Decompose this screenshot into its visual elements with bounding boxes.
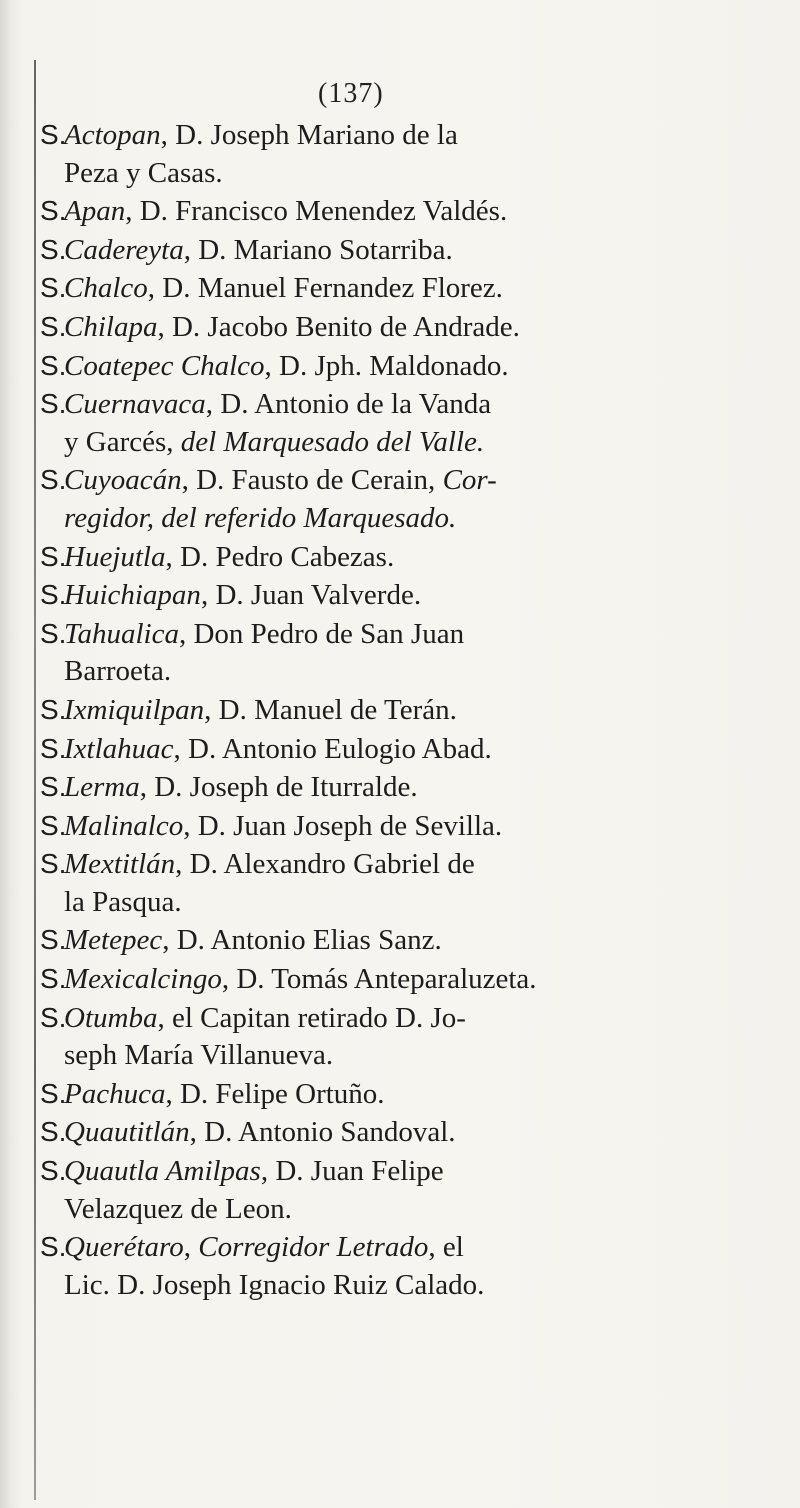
entry-place: Huichiapan (64, 579, 201, 612)
entry-text: , D. Jph. Maldonado. (264, 349, 509, 382)
list-item (40, 921, 770, 960)
entry-place: Mextitlán (64, 848, 176, 881)
list-item (40, 730, 770, 769)
entry-text: , D. Antonio Elias Sanz. (162, 924, 442, 957)
list-item (40, 845, 770, 921)
list-item (40, 538, 770, 577)
entry-continuation: seph María Villanueva. (64, 1039, 334, 1072)
entry-text: , D. Joseph Mariano de la (160, 119, 458, 151)
entry-place: Lerma (64, 771, 140, 804)
list-item (40, 691, 770, 730)
binding-edge (34, 60, 36, 1500)
entry-office: Cor- (442, 464, 497, 497)
list-item (40, 308, 770, 347)
entry-place: Tahualica (64, 617, 179, 650)
entry-text: , D. Antonio de la Vanda (205, 388, 492, 421)
page-number: (137) (318, 78, 384, 109)
list-item (40, 1228, 770, 1304)
entry-text: , D. Jacobo Benito de Andrade. (157, 310, 520, 343)
list-item (40, 615, 770, 691)
entry-abbrev: S. (40, 1231, 67, 1263)
list-item (40, 461, 770, 537)
list-item (40, 960, 770, 999)
entry-continuation: Lic. D. Joseph Ignacio Ruiz Calado. (64, 1268, 485, 1301)
entry-abbrev: S. (40, 272, 67, 304)
entry-abbrev: S. (40, 195, 67, 227)
entry-text: , Don Pedro de San Juan (178, 617, 465, 650)
list-item (40, 807, 770, 846)
entry-place: Otumba (64, 1001, 158, 1034)
entry-text: , D. Juan Felipe (260, 1155, 444, 1188)
entry-text: , D. Antonio Sandoval. (189, 1116, 456, 1149)
list-item (40, 1075, 770, 1114)
entry-place: Cadereyta (64, 233, 184, 266)
entry-place: Cuernavaca (64, 388, 206, 421)
entry-place: Ixtlahuac (64, 732, 174, 765)
entry-list (40, 116, 770, 1304)
entry-text: , D. Manuel Fernandez Florez. (147, 272, 503, 305)
entry-text: , D. Juan Joseph de Sevilla. (183, 809, 503, 842)
entry-abbrev: S. (40, 1001, 67, 1033)
entry-text: , D. Joseph de Iturralde. (139, 771, 418, 804)
entry-text: , D. Francisco Menendez Valdés. (125, 195, 508, 228)
entry-place: Querétaro (64, 1231, 184, 1264)
entry-text: , D. Manuel de Terán. (204, 693, 457, 726)
list-item (40, 347, 770, 386)
entry-place: Ixmiquilpan (64, 693, 205, 726)
entry-abbrev: S. (40, 579, 67, 611)
entry-text: , D. Alexandro Gabriel de (175, 848, 475, 881)
entry-continuation: Barroeta. (64, 655, 172, 688)
entry-abbrev: S. (40, 1155, 67, 1187)
entry-abbrev: S. (40, 732, 67, 764)
entry-abbrev: S. (40, 771, 67, 803)
entry-continuation-text: y Garcés, (64, 425, 181, 458)
entry-text: , D. Juan Valverde. (200, 579, 422, 612)
entry-text: , D. Mariano Sotarriba. (183, 233, 453, 266)
list-item (40, 1113, 770, 1152)
list-item (40, 231, 770, 270)
entry-text: , el Capitan retirado D. Jo- (157, 1001, 466, 1034)
entry-continuation: Velazquez de Leon. (64, 1192, 292, 1225)
entry-place: Actopan (64, 119, 161, 151)
entry-abbrev: S. (40, 963, 67, 995)
entry-abbrev: S. (40, 848, 67, 880)
entry-place: Huejutla (64, 540, 166, 573)
entry-continuation: Peza y Casas. (64, 156, 223, 189)
entry-text: , D. Antonio Eulogio Abad. (173, 732, 492, 765)
list-item (40, 999, 770, 1075)
entry-abbrev: S. (40, 233, 67, 265)
list-item (40, 576, 770, 615)
entry-abbrev: S. (40, 349, 67, 381)
list-item (40, 116, 770, 192)
entry-place: Apan (64, 195, 126, 228)
entry-abbrev: S. (40, 1116, 67, 1148)
entry-place: Pachuca (64, 1077, 166, 1110)
entry-abbrev: S. (40, 388, 67, 420)
entry-continuation (40, 424, 770, 462)
entry-abbrev: S. (40, 310, 67, 342)
entry-place: Quautitlán (64, 1116, 190, 1149)
list-item (40, 269, 770, 308)
entry-abbrev: S. (40, 464, 67, 496)
entry-text: , D. Felipe Ortuño. (165, 1077, 385, 1110)
entry-continuation: la Pasqua. (64, 885, 182, 918)
list-item (40, 768, 770, 807)
entry-abbrev: S. (40, 809, 67, 841)
entry-abbrev: S. (40, 924, 67, 956)
entry-office: Corregidor Letrado (198, 1231, 429, 1264)
entry-abbrev: S. (40, 617, 67, 649)
entry-place: Cuyoacán (64, 464, 182, 497)
entry-place: Quautla Amilpas (64, 1155, 261, 1188)
entry-abbrev: S. (40, 119, 67, 150)
entry-abbrev: S. (40, 693, 67, 725)
entry-place: Malinalco (64, 809, 184, 842)
entry-office: del Marquesado del Valle. (180, 425, 485, 458)
entry-text-tail: , el (428, 1231, 464, 1264)
entry-text: , (183, 1231, 199, 1264)
list-item (40, 385, 770, 461)
entry-place: Mexicalcingo (64, 963, 222, 996)
entry-place: Chilapa (64, 310, 158, 343)
entry-place: Chalco (64, 272, 148, 305)
entry-text: , D. Pedro Cabezas. (165, 540, 395, 573)
entry-place: Coatepec Chalco (64, 349, 265, 382)
entry-text: , D. Fausto de Cerain, (181, 464, 443, 497)
entry-abbrev: S. (40, 1077, 67, 1109)
list-item (40, 192, 770, 231)
entry-abbrev: S. (40, 540, 67, 572)
entry-continuation: regidor, del referido Marquesado. (64, 501, 457, 534)
list-item (40, 1152, 770, 1228)
entry-place: Metepec (64, 924, 163, 957)
entry-text: , D. Tomás Anteparaluzeta. (221, 963, 537, 996)
